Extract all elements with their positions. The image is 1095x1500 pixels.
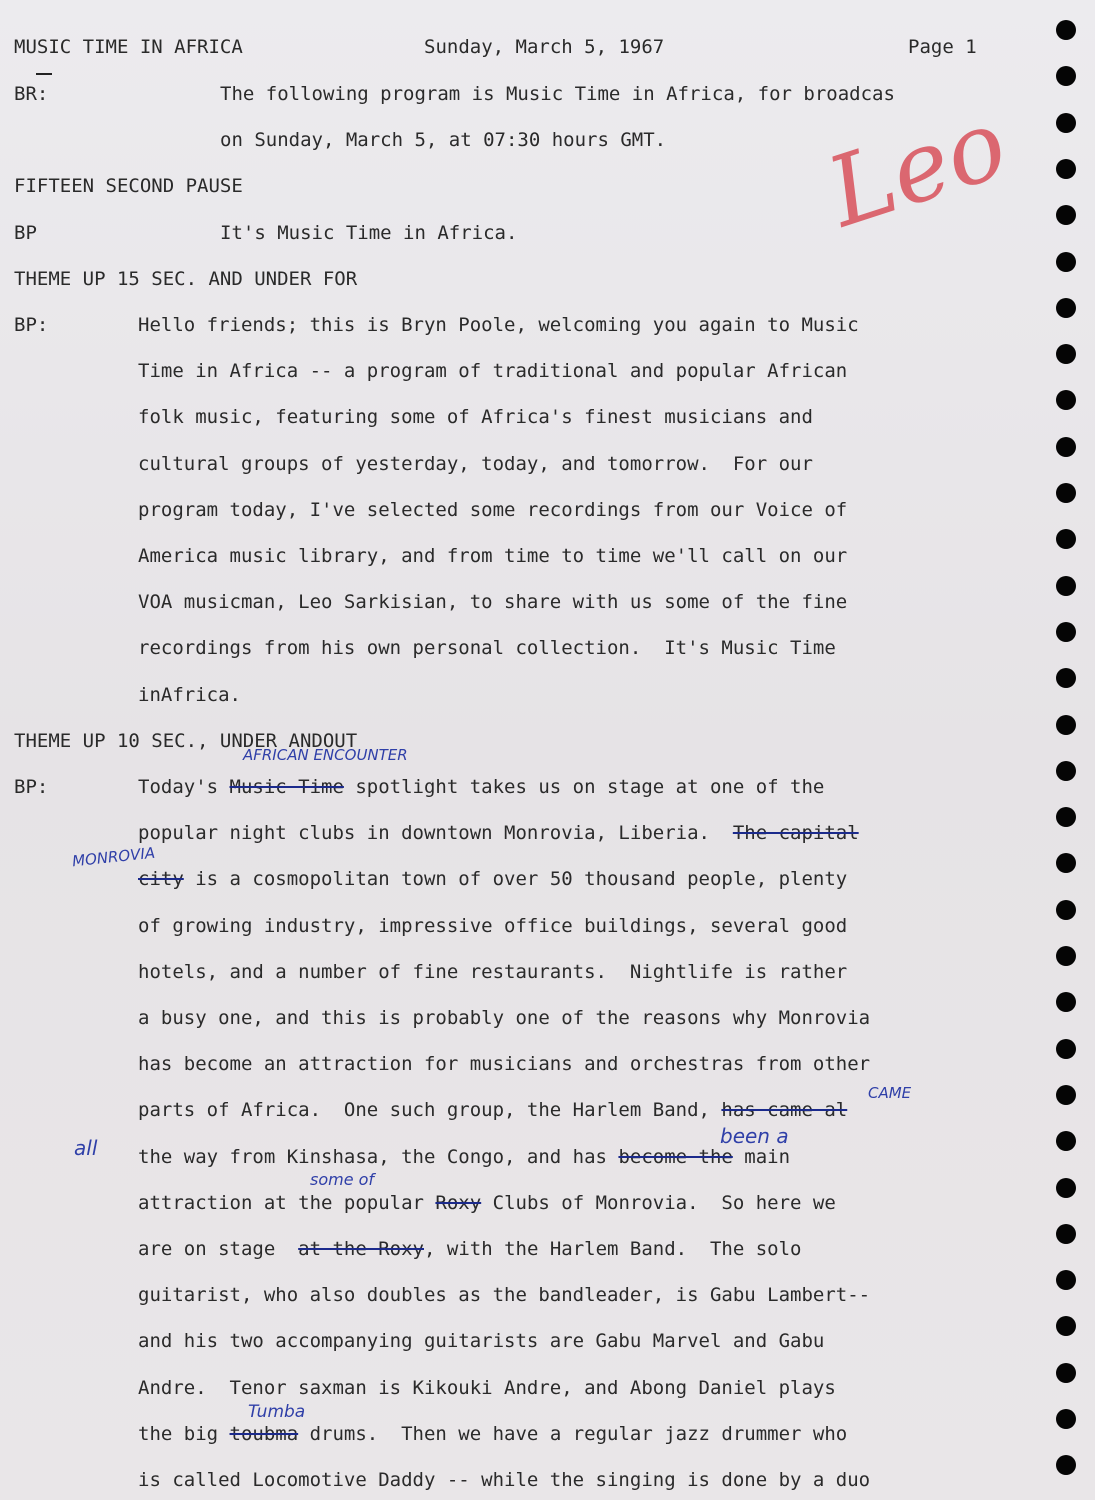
struck-text: Roxy (435, 1191, 482, 1214)
line-text: Today's Music Time spotlight takes us on stage at one of the (138, 776, 825, 798)
script-line (0, 450, 1040, 478)
feed-hole (1056, 1224, 1076, 1244)
feed-hole (1056, 1131, 1076, 1151)
struck-text: toubma (229, 1422, 299, 1445)
annotation-been-a: been a (720, 1124, 789, 1148)
line-text: The following program is Music Time in Africa, for broadcas (220, 83, 895, 105)
line-text: inAfrica. (138, 683, 241, 706)
script-line (0, 311, 1040, 339)
line-text: is called Locomotive Daddy -- while the singing is done by a duo (138, 1469, 871, 1491)
speaker-cue: BP: (14, 314, 49, 336)
feed-hole (1056, 853, 1076, 873)
annotation-all: all (74, 1136, 98, 1160)
script-line (0, 1281, 1040, 1309)
script-line (0, 1420, 1040, 1448)
script-line (0, 1050, 1040, 1078)
line-text: VOA musicman, Leo Sarkisian, to share with us some of the fine (138, 591, 848, 614)
line-text: of growing industry, impressive office buildings, several good (138, 914, 848, 937)
speaker-cue: BP (14, 221, 37, 244)
line-text: It's Music Time in Africa. (220, 221, 518, 244)
header-title: MUSIC TIME IN AFRICA (14, 36, 243, 58)
feed-hole (1056, 576, 1076, 596)
feed-hole (1056, 252, 1076, 272)
script-line (0, 958, 1040, 986)
speaker-cue: FIFTEEN SECOND PAUSE (14, 175, 243, 198)
red-pencil-signature: Leo (815, 87, 1020, 249)
script-line (0, 634, 1040, 662)
script-line (0, 912, 1040, 940)
feed-hole (1056, 1270, 1076, 1290)
header-date: Sunday, March 5, 1967 (424, 36, 665, 58)
script-line (0, 1235, 1040, 1263)
line-text: city is a cosmopolitan town of over 50 thousand people, plenty (138, 868, 848, 891)
annotation-some-of: some of (310, 1170, 375, 1189)
feed-hole (1056, 900, 1076, 920)
speaker-cue: THEME UP 15 SEC. AND UNDER FOR (14, 267, 358, 290)
feed-hole (1056, 1039, 1076, 1059)
script-line (0, 1189, 1040, 1217)
line-text: has become an attraction for musicians and orchestras from other (138, 1053, 871, 1076)
pen-mark (36, 73, 52, 75)
struck-text: has came al (721, 1099, 848, 1122)
script-line (0, 1004, 1040, 1032)
feed-hole (1056, 807, 1076, 827)
annotation-came: CAME (868, 1084, 912, 1102)
script-line (0, 819, 1040, 847)
line-text: popular night clubs in downtown Monrovia, Liberia. The capital (138, 822, 859, 845)
struck-text: become the (618, 1145, 733, 1168)
feed-hole (1056, 622, 1076, 642)
speaker-cue: BP: (14, 776, 49, 798)
script-line (0, 588, 1040, 616)
feed-hole (1056, 344, 1076, 364)
feed-hole (1056, 159, 1076, 179)
feed-hole (1056, 668, 1076, 688)
script-line (0, 1374, 1040, 1402)
feed-hole (1056, 1409, 1076, 1429)
line-text: the big toubma drums. Then we have a regular jazz drummer who (138, 1422, 848, 1445)
feed-hole (1056, 1085, 1076, 1105)
speaker-cue: THEME UP 10 SEC., UNDER ANDOUT (14, 729, 358, 752)
feed-hole (1056, 113, 1076, 133)
line-text: Andre. Tenor saxman is Kikouki Andre, and Abong Daniel plays (138, 1376, 836, 1399)
line-text: guitarist, who also doubles as the bandleader, is Gabu Lambert-- (138, 1284, 871, 1307)
line-text: recordings from his own personal collection. It's Music Time (138, 637, 836, 660)
speaker-cue: BR: (14, 83, 49, 105)
feed-hole (1056, 1316, 1076, 1336)
annotation-monrovia: MONROVIA (71, 843, 156, 871)
feed-hole (1056, 946, 1076, 966)
line-text: program today, I've selected some recordings from our Voice of (138, 498, 848, 521)
feed-hole (1056, 298, 1076, 318)
struck-text: city (138, 868, 184, 891)
feed-hole (1056, 1178, 1076, 1198)
feed-hole (1056, 761, 1076, 781)
feed-hole (1056, 66, 1076, 86)
script-line (0, 865, 1040, 893)
feed-hole (1056, 1363, 1076, 1383)
script-line (0, 1143, 1040, 1171)
feed-hole (1056, 483, 1076, 503)
script-line (0, 542, 1040, 570)
script-line (0, 496, 1040, 524)
line-text: and his two accompanying guitarists are Gabu Marvel and Gabu (138, 1330, 825, 1353)
feed-hole (1056, 205, 1076, 225)
feed-hole (1056, 437, 1076, 457)
line-text: Hello friends; this is Bryn Poole, welcoming you again to Music (138, 314, 859, 336)
script-line (0, 403, 1040, 431)
feed-hole (1056, 1455, 1076, 1475)
header-page-number: Page 1 (908, 36, 977, 58)
script-line (0, 357, 1040, 385)
annotation-tumba: Tumba (248, 1402, 306, 1422)
struck-text: The capital (732, 822, 859, 845)
feed-hole (1056, 992, 1076, 1012)
script-line (0, 265, 1040, 293)
line-text: America music library, and from time to time we'll call on our (138, 545, 848, 567)
line-text: folk music, featuring some of Africa's finest musicians and (138, 406, 813, 429)
line-text: a busy one, and this is probably one of the reasons why Monrovia (138, 1007, 871, 1029)
line-text: Time in Africa -- a program of traditional and popular African (138, 360, 848, 383)
page-header (0, 33, 1040, 61)
script-line (0, 1327, 1040, 1355)
feed-hole (1056, 20, 1076, 40)
line-text: the way from Kinshasa, the Congo, and has become the main (138, 1145, 791, 1168)
script-line (0, 727, 1040, 755)
line-text: on Sunday, March 5, at 07:30 hours GMT. (220, 129, 667, 152)
line-text: cultural groups of yesterday, today, and tomorrow. For our (138, 452, 813, 475)
line-text: attraction at the popular Roxy Clubs of Monrovia. So here we (138, 1191, 836, 1214)
script-line (0, 681, 1040, 709)
feed-hole (1056, 715, 1076, 735)
struck-text: at the Roxy (298, 1238, 424, 1260)
line-text: are on stage at the Roxy, with the Harlem Band. The solo (138, 1238, 802, 1260)
line-text: hotels, and a number of fine restaurants. Nightlife is rather (138, 960, 848, 983)
struck-text: Music Time (229, 776, 344, 798)
script-line (0, 1466, 1040, 1494)
feed-hole (1056, 529, 1076, 549)
line-text: parts of Africa. One such group, the Harlem Band, has came al (138, 1099, 848, 1122)
script-line (0, 80, 1040, 108)
feed-hole (1056, 390, 1076, 410)
annotation-african-encounter: AFRICAN ENCOUNTER (243, 746, 408, 764)
script-line (0, 773, 1040, 801)
